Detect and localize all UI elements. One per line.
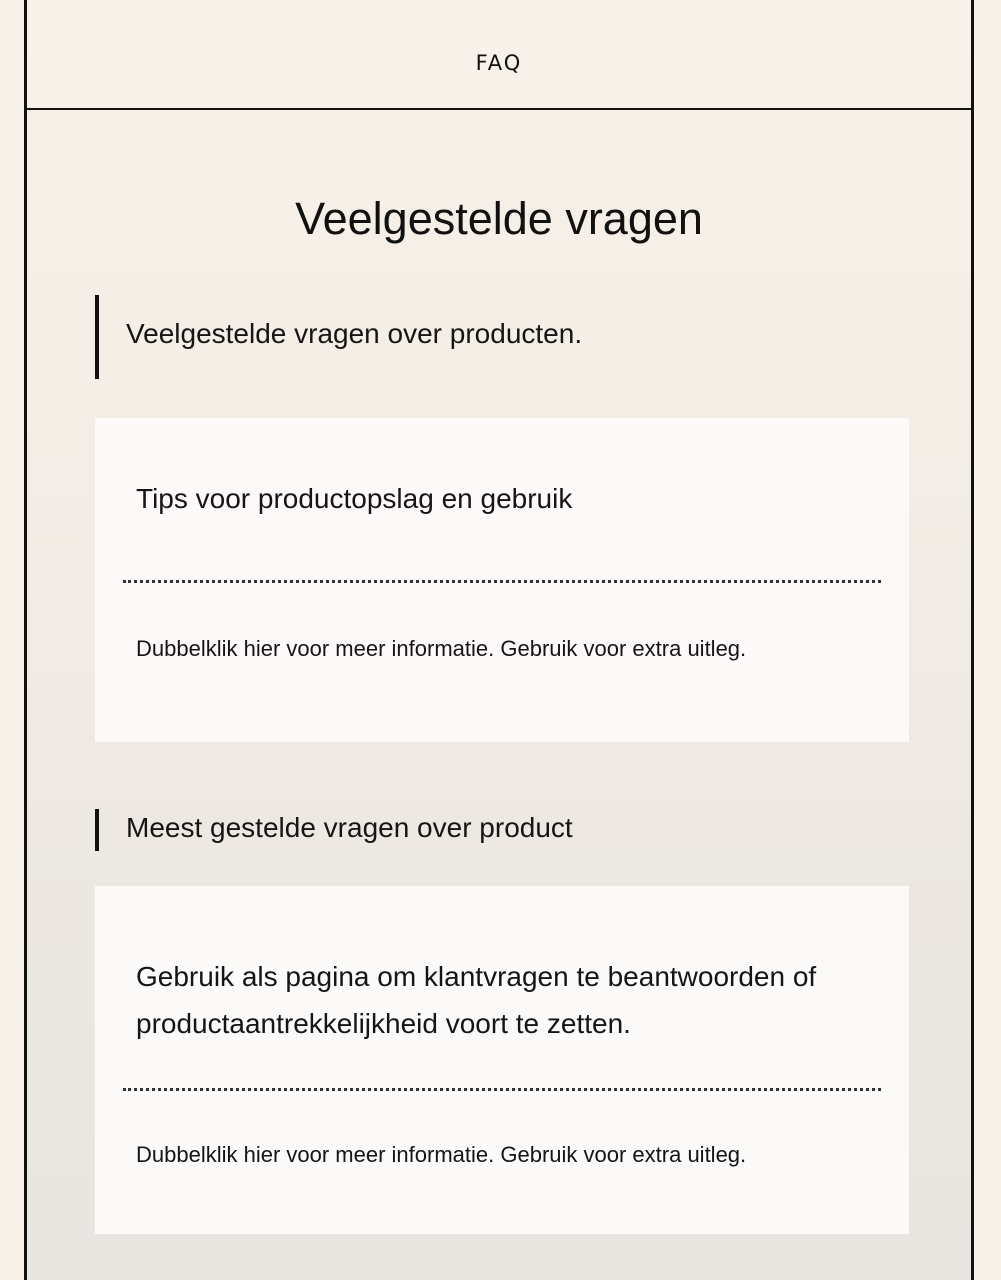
top-bar <box>27 0 971 110</box>
section-heading-products: Veelgestelde vragen over producten. <box>95 295 582 379</box>
faq-label: FAQ <box>475 51 523 75</box>
faq-card-storage-tips <box>95 418 909 742</box>
dotted-divider <box>123 580 881 583</box>
faq-card-title: Gebruik als pagina om klantvragen te beantwoorden of productaantrekkelijkheid voort te zetten. <box>136 961 817 1039</box>
dotted-divider <box>123 1088 881 1091</box>
page-title: Veelgestelde vragen <box>295 193 703 245</box>
faq-card-body[interactable]: Dubbelklik hier voor meer informatie. Gebruik voor extra uitleg. <box>136 1142 747 1167</box>
section-heading-most-asked: Meest gestelde vragen over product <box>95 809 573 851</box>
page-frame <box>24 0 974 1280</box>
faq-card-customer-questions <box>95 886 909 1234</box>
faq-card-title: Tips voor productopslag en gebruik <box>136 483 573 514</box>
faq-card-body[interactable]: Dubbelklik hier voor meer informatie. Gebruik voor extra uitleg. <box>136 636 747 661</box>
